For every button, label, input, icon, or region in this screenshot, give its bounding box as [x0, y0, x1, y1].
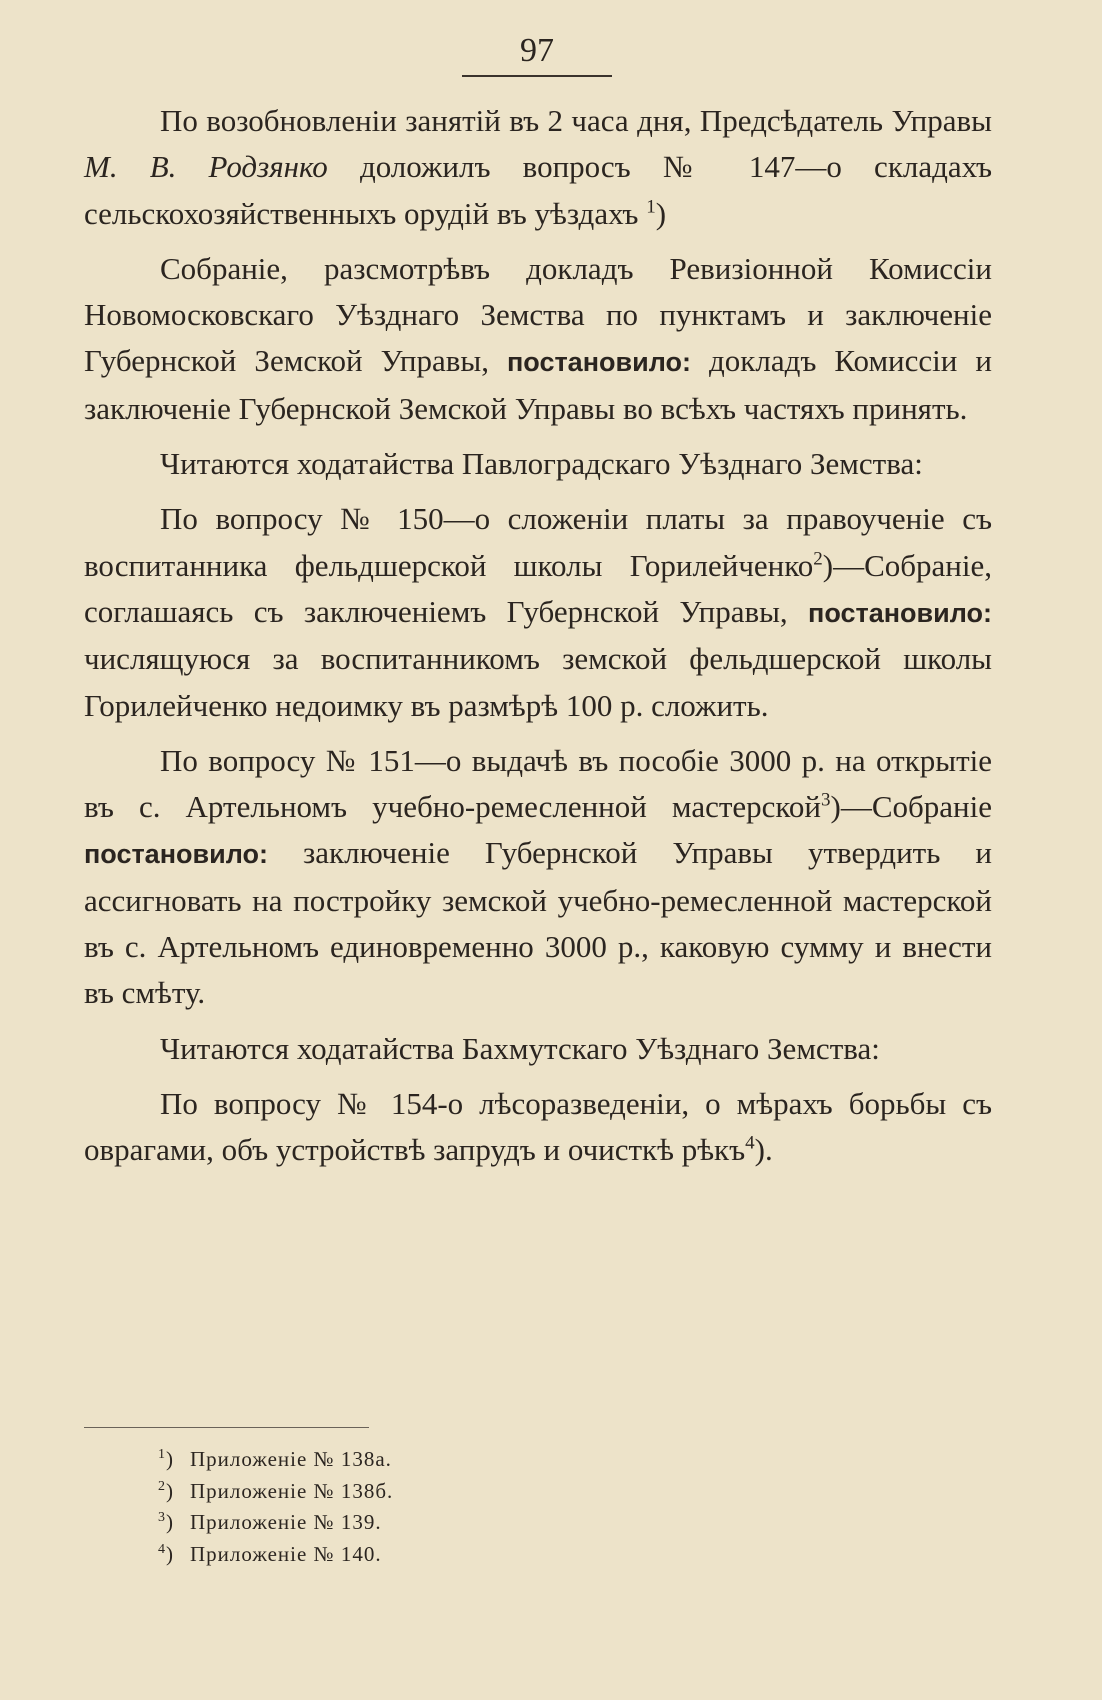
paragraph-text: заключеніе Губернской Управы утвердить и ассигновать на постройку земской учебно-ремесленной мастерской въ с. Артельномъ единовременно 3000 р., каковую сумму и внести въ смѣту.	[84, 835, 992, 1011]
footnote-reference: 1	[646, 196, 656, 218]
footnote-text: Приложеніе № 138б.	[190, 1478, 394, 1503]
footnote-number: 2	[158, 1478, 166, 1494]
body-text	[84, 98, 992, 1174]
paragraph	[84, 738, 992, 1017]
footnote-number: 4	[158, 1541, 166, 1557]
paragraph-text: По вопросу № 154-о лѣсоразведеніи, о мѣрахъ борьбы съ оврагами, объ устройствѣ запрудъ и очисткѣ рѣкъ	[84, 1085, 992, 1168]
footnote-text: Приложеніе № 138а.	[190, 1447, 392, 1471]
footnote	[158, 1476, 758, 1508]
resolution-keyword: постановило:	[507, 347, 691, 378]
paragraph	[84, 496, 992, 728]
footnote	[158, 1539, 758, 1571]
footnotes	[158, 1444, 758, 1570]
paragraph-text: доложилъ вопросъ № 147—о складахъ сельскохозяйственныхъ орудій въ уѣздахъ	[84, 149, 992, 231]
footnote-text: Приложеніе № 139.	[190, 1510, 382, 1534]
paragraph-text: ).	[754, 1132, 773, 1168]
footnote-reference: 2	[813, 548, 823, 570]
resolution-keyword: постановило:	[808, 597, 992, 628]
paragraph-text: Читаются ходатайства Павлоградскаго Уѣзднаго Земства:	[160, 446, 923, 482]
paragraph-text: По вопросу № 150—о сложеніи платы за правоученіе съ воспитанника фельдшерской школы Горилейченко	[84, 501, 992, 583]
paragraph-text: По вопросу № 151—о выдачѣ въ пособіе 3000 р. на открытіе въ с. Артельномъ учебно-ремесленной мастерской	[84, 742, 992, 825]
footnote	[158, 1444, 758, 1476]
footnote	[158, 1507, 758, 1539]
resolution-keyword: постановило:	[84, 839, 268, 870]
footnote-mark: $^4$)	[158, 1541, 174, 1566]
paragraph	[84, 1026, 992, 1072]
footnote-mark: $^1$)	[158, 1447, 174, 1471]
person-name: М. В. Родзянко	[84, 149, 328, 185]
paragraph	[84, 246, 992, 432]
paragraph-text: )—Собраніе	[830, 789, 992, 825]
page-number: 97	[520, 32, 554, 69]
footnote-separator	[84, 1427, 369, 1428]
footnote-mark: $^2$)	[158, 1478, 174, 1503]
paragraph-text: )	[655, 195, 667, 231]
footnote-number: 3	[158, 1510, 166, 1525]
paragraph-text: По возобновленіи занятій въ 2 часа дня, Предсѣдатель Управы	[160, 103, 992, 138]
paragraph	[84, 1081, 992, 1174]
footnote-mark: $^3$)	[158, 1510, 174, 1534]
paragraph	[84, 441, 992, 487]
footnote-reference: 3	[821, 789, 831, 811]
footnote-text: Приложеніе № 140.	[190, 1541, 382, 1566]
paragraph	[84, 98, 992, 237]
paragraph-text: Собраніе, разсмотрѣвъ докладъ Ревизіонной Комиссіи Новомосковскаго Уѣзднаго Земства по пунктамъ и заключеніе Губернской Земской Управы,	[84, 250, 992, 379]
footnote-number: 1	[158, 1447, 166, 1462]
footnote-reference: 4	[745, 1132, 755, 1154]
page-number-underline	[462, 75, 612, 77]
paragraph-text: докладъ Комиссіи и заключеніе Губернской Земской Управы во всѣхъ частяхъ принять.	[84, 343, 992, 426]
paragraph-text: )—Собраніе, соглашаясь съ заключеніемъ Губернской Управы,	[84, 547, 992, 629]
paragraph-text: Читаются ходатайства Бахмутскаго Уѣзднаго Земства:	[160, 1030, 880, 1066]
paragraph-text: числящуюся за воспитанникомъ земской фельдшерской школы Горилейченко недоимку въ размѣрѣ 100 р. сложить.	[84, 641, 992, 723]
